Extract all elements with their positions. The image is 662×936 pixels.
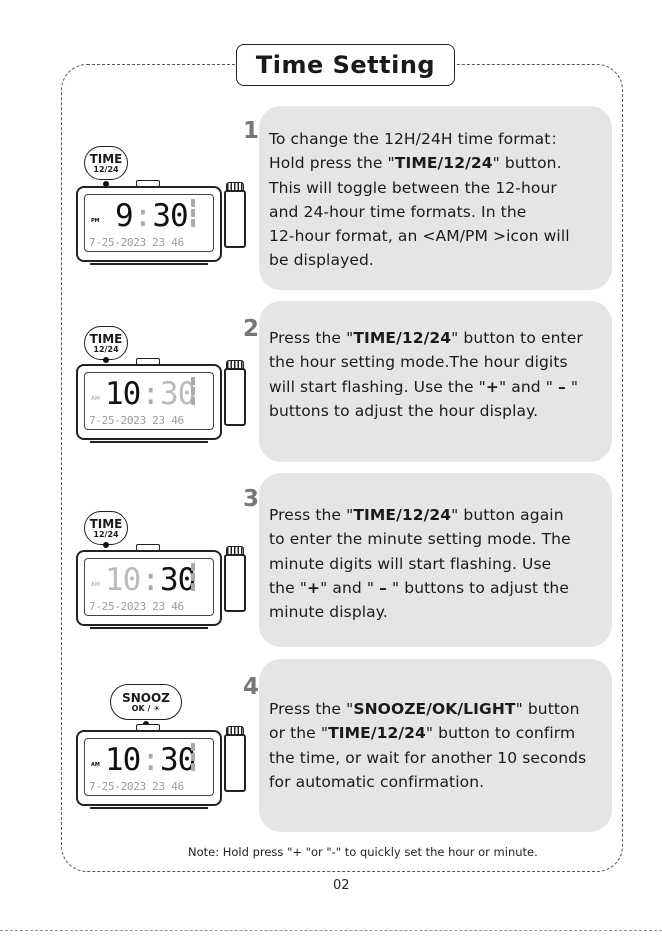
bold-term: –	[379, 578, 387, 597]
step-panel	[259, 473, 612, 647]
step-panel	[259, 659, 612, 832]
hour-digits: 10	[105, 376, 141, 412]
lcd-screen	[84, 738, 214, 796]
temperature-readout: 23	[152, 600, 165, 613]
projector-unit	[224, 554, 246, 612]
status-icons	[191, 743, 211, 777]
projector-unit	[224, 734, 246, 792]
bold-term: TIME/12/24	[328, 724, 426, 743]
step-text	[269, 326, 608, 423]
snooze-ok-light-button-illustration	[110, 684, 182, 720]
time-digits	[105, 564, 195, 596]
text-run: to enter the minute setting mode. The	[269, 530, 571, 549]
text-run: Press the "	[269, 506, 354, 524]
clock-base	[90, 439, 208, 443]
projector-unit	[224, 190, 246, 248]
text-run: minute display.	[269, 603, 388, 622]
text-run: " and "	[499, 377, 559, 396]
status-icon	[191, 397, 211, 405]
badge-sub-label: 12/24	[93, 529, 119, 539]
status-icon	[191, 743, 211, 751]
am-pm-indicator: AM	[91, 582, 100, 588]
step-text-line	[269, 151, 608, 175]
step-text-line	[269, 746, 608, 770]
alarm-clock-illustration	[76, 716, 250, 816]
badge-sub-label: 12/24	[93, 344, 119, 354]
alarm-clock-illustration	[76, 536, 250, 636]
status-icons	[191, 377, 211, 411]
badge-sub-label: 12/24	[93, 164, 119, 174]
step-text-line	[269, 697, 608, 721]
step-text-line	[269, 576, 608, 600]
date-temp-row	[89, 600, 184, 613]
text-run: and 24-hour time formats. In the	[269, 202, 527, 221]
date-readout: 7-25-2023	[89, 600, 146, 613]
status-icon	[191, 219, 211, 227]
text-run: " button.	[492, 154, 562, 173]
status-icon	[191, 563, 211, 571]
temperature-readout: 23	[152, 780, 165, 793]
colon-separator: :	[141, 376, 159, 412]
time-digits	[105, 378, 195, 410]
status-icon	[191, 199, 211, 207]
step-text	[269, 697, 608, 794]
lcd-screen	[84, 372, 214, 430]
clock-base	[90, 261, 208, 265]
date-readout: 7-25-2023	[89, 780, 146, 793]
minute-digits: 30	[160, 376, 196, 412]
badge-main-label: SNOOZ	[122, 690, 170, 705]
text-run: Press the "	[269, 700, 354, 718]
am-pm-indicator: AM	[91, 396, 100, 402]
step-text-line	[269, 770, 608, 794]
footnote: Note: Hold press "+ "or "-" to quickly set the hour or minute.	[188, 845, 538, 859]
bold-term: +	[485, 377, 500, 396]
badge-main-label: TIME	[89, 151, 123, 166]
step-number: 1	[243, 118, 260, 144]
humidity-readout: 46	[171, 414, 184, 427]
step-text-line	[269, 176, 608, 200]
step-text-line	[269, 721, 608, 745]
hour-digits: 10	[105, 742, 141, 778]
step-text-line	[269, 248, 608, 272]
status-icon	[191, 583, 211, 591]
colon-separator: :	[141, 742, 159, 778]
lcd-screen	[84, 194, 214, 252]
temperature-readout: 23	[152, 236, 165, 249]
date-temp-row	[89, 236, 184, 249]
bottom-divider	[0, 930, 662, 932]
time-digits	[115, 200, 188, 232]
bold-term: SNOOZE/OK/LIGHT	[353, 700, 516, 718]
lcd-screen	[84, 558, 214, 616]
clock-base	[90, 805, 208, 809]
bold-term: TIME/12/24	[394, 154, 493, 173]
text-run: the time, or wait for another 10 seconds	[269, 748, 587, 767]
status-icon	[191, 573, 211, 581]
alarm-clock-illustration	[76, 350, 250, 450]
time-digits	[105, 744, 195, 776]
step-text-line	[269, 527, 608, 551]
text-run: " button	[515, 700, 580, 718]
step-text-line	[269, 375, 608, 399]
page-title: Time Setting	[236, 44, 455, 86]
clock-body	[76, 186, 222, 262]
text-run: buttons to adjust the hour display.	[269, 401, 539, 420]
step-text	[269, 127, 608, 273]
status-icon	[191, 753, 211, 761]
humidity-readout: 46	[171, 236, 184, 249]
alarm-clock-illustration	[76, 172, 250, 272]
date-temp-row	[89, 414, 184, 427]
clock-base	[90, 625, 208, 629]
text-run: " and "	[320, 578, 380, 597]
step-panel	[259, 106, 612, 290]
projector-unit	[224, 368, 246, 426]
bold-term: +	[307, 578, 321, 597]
minute-digits: 30	[160, 742, 196, 778]
step-number: 4	[243, 674, 260, 700]
badge-main-label: TIME	[89, 516, 123, 531]
text-run: This will toggle between the 12-hour	[269, 178, 557, 197]
text-run: Press the "	[269, 329, 354, 347]
text-run: " button to confirm	[425, 724, 576, 743]
badge-main-label: TIME	[89, 331, 123, 346]
step-text-line	[269, 127, 608, 151]
text-run: for automatic confirmation.	[269, 772, 485, 791]
step-text-line	[269, 503, 608, 527]
badge-sub-label: OK / ☀	[131, 703, 161, 713]
text-run: or the "	[269, 724, 329, 743]
bold-term: TIME/12/24	[353, 506, 452, 524]
hour-digits: 10	[105, 562, 141, 598]
minute-digits: 30	[160, 562, 196, 598]
step-text-line	[269, 399, 608, 423]
am-pm-indicator: AM	[91, 762, 100, 768]
step-text-line	[269, 200, 608, 224]
bold-term: –	[558, 377, 566, 396]
step-text-line	[269, 224, 608, 248]
step-text-line	[269, 552, 608, 576]
am-pm-indicator: PM	[91, 218, 100, 224]
humidity-readout: 46	[171, 600, 184, 613]
status-icon	[191, 387, 211, 395]
step-text-line	[269, 350, 608, 374]
step-text-line	[269, 326, 608, 350]
date-readout: 7-25-2023	[89, 414, 146, 427]
step-text	[269, 503, 608, 624]
text-run: " button to enter	[451, 329, 583, 347]
colon-separator: :	[141, 562, 159, 598]
clock-body	[76, 550, 222, 626]
hour-digits: 9	[115, 198, 133, 234]
step-panel	[259, 301, 612, 462]
text-run: 12-hour format, an <AM/PM >icon will	[269, 227, 570, 246]
step-number: 2	[243, 316, 260, 342]
text-run: To change the 12H/24H time format：	[269, 130, 567, 148]
minute-digits: 30	[152, 198, 188, 234]
bold-term: TIME/12/24	[353, 329, 452, 347]
text-run: the "	[269, 578, 307, 597]
date-readout: 7-25-2023	[89, 236, 146, 249]
colon-separator: :	[133, 198, 152, 234]
clock-body	[76, 364, 222, 440]
step-number: 3	[243, 486, 260, 512]
text-run: " buttons to adjust the	[386, 578, 569, 597]
status-icon	[191, 377, 211, 385]
text-run: Hold press the "	[269, 154, 395, 173]
page-number: 02	[333, 878, 350, 893]
status-icon	[191, 209, 211, 217]
status-icons	[191, 563, 211, 597]
text-run: " button again	[451, 506, 564, 524]
text-run: "	[565, 377, 579, 396]
text-run: minute digits will start flashing. Use	[269, 554, 552, 573]
clock-body	[76, 730, 222, 806]
step-text-line	[269, 600, 608, 624]
status-icon	[191, 763, 211, 771]
date-temp-row	[89, 780, 184, 793]
status-icons	[191, 199, 211, 233]
humidity-readout: 46	[171, 780, 184, 793]
text-run: be displayed.	[269, 251, 374, 270]
temperature-readout: 23	[152, 414, 165, 427]
text-run: will start flashing. Use the "	[269, 377, 486, 396]
text-run: the hour setting mode.The hour digits	[269, 353, 568, 372]
